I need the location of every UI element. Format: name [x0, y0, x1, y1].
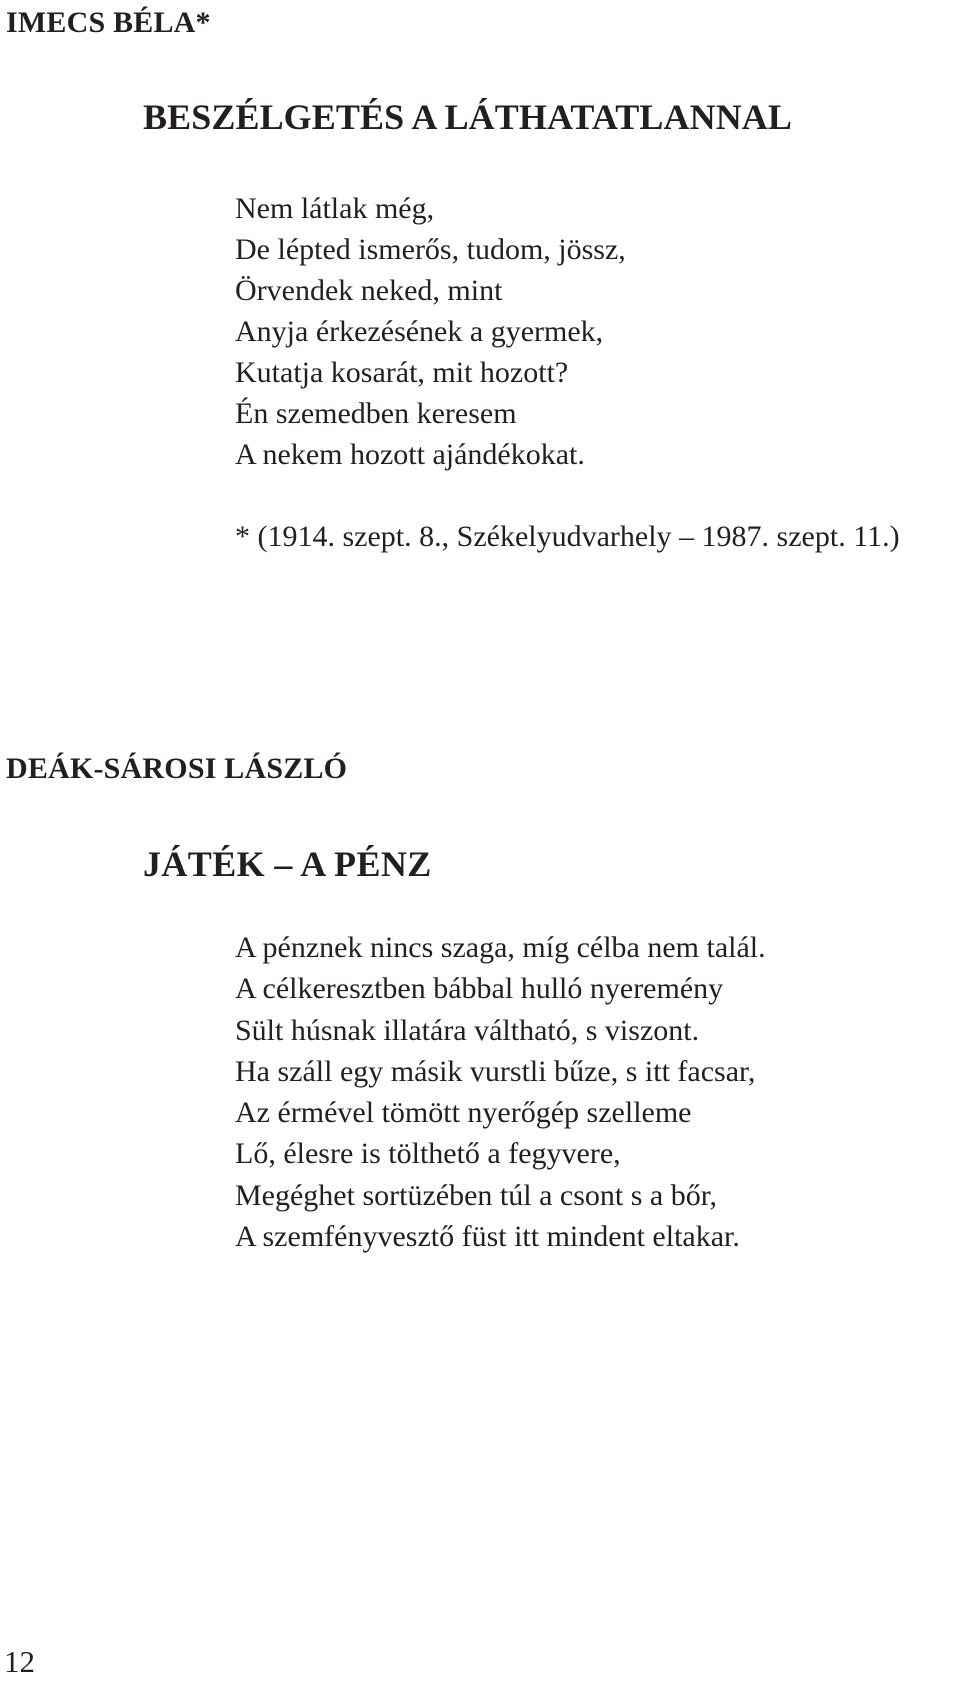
poem-stanza [235, 188, 626, 475]
author-footnote: * (1914. szept. 8., Székelyudvarhely – 1987. szept. 11.) [235, 520, 900, 553]
poem-line: A nekem hozott ajándékokat. [235, 438, 585, 471]
poem-line: Anyja érkezésének a gyermek, [235, 315, 604, 348]
poem-line: Örvendek neked, mint [235, 274, 503, 307]
poem-line: Az érmével tömött nyerőgép szelleme [235, 1096, 692, 1130]
poem-line: A célkeresztben bábbal hulló nyeremény [235, 972, 724, 1006]
poem-line: De lépted ismerős, tudom, jössz, [235, 233, 626, 266]
poem-line: Sült húsnak illatára váltható, s viszont. [235, 1013, 700, 1047]
poem-title: JÁTÉK – A PÉNZ [143, 844, 432, 884]
poem-line: Lő, élesre is tölthető a fegyvere, [235, 1137, 621, 1171]
poem-title: BESZÉLGETÉS A LÁTHATATLANNAL [143, 97, 793, 137]
poem-author: DEÁK-SÁROSI LÁSZLÓ [6, 752, 348, 785]
poem-line: A szemfényvesztő füst itt mindent eltakar. [235, 1220, 740, 1254]
poem-line: Kutatja kosarát, mit hozott? [235, 356, 569, 389]
poem-line: Ha száll egy másik vurstli bűze, s itt facsar, [235, 1054, 756, 1088]
poem-line: Én szemedben keresem [235, 397, 517, 430]
poem-line: Megéghet sortüzében túl a csont s a bőr, [235, 1178, 717, 1212]
poem-stanza [235, 927, 766, 1257]
poem-line: A pénznek nincs szaga, míg célba nem talál. [235, 931, 766, 964]
poem-line: Nem látlak még, [235, 192, 435, 225]
poem-author: IMECS BÉLA* [6, 6, 211, 39]
page-number: 12 [4, 1644, 35, 1679]
